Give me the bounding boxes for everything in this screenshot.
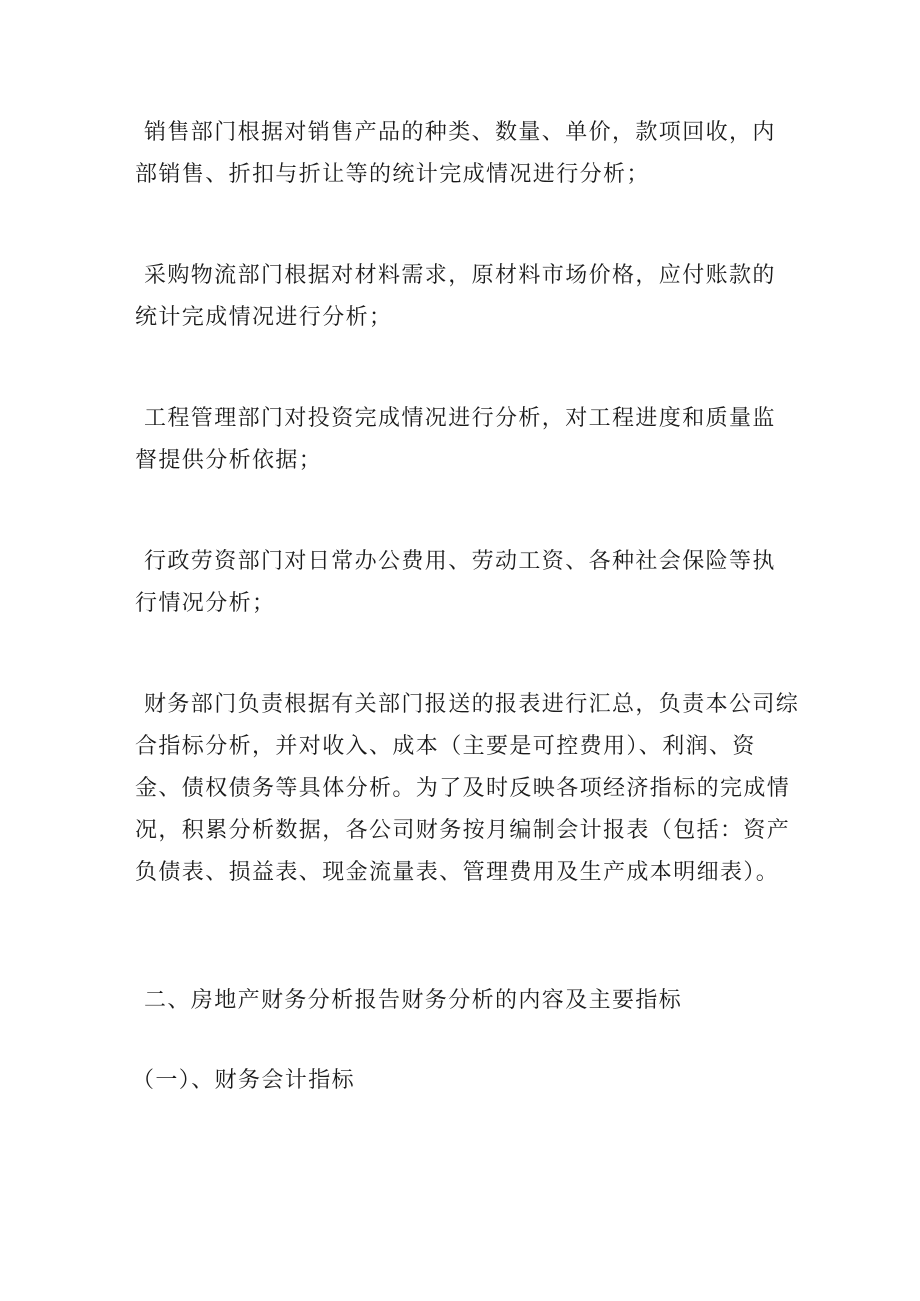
subsection-heading: （一）、财务会计指标: [132, 1068, 356, 1093]
paragraph-administration: 行政劳资部门对日常办公费用、劳动工资、各种社会保险等执行情况分析；: [135, 549, 776, 616]
paragraph-sales: 销售部门根据对销售产品的种类、数量、单价，款项回收，内部销售、折扣与折让等的统计完成情况进行分析；: [135, 120, 776, 187]
paragraph-procurement: 采购物流部门根据对材料需求，原材料市场价格，应付账款的统计完成情况进行分析；: [135, 263, 776, 330]
section-heading: 二、房地产财务分析报告财务分析的内容及主要指标: [144, 988, 683, 1013]
paragraph-engineering: 工程管理部门对投资完成情况进行分析，对工程进度和质量监督提供分析依据；: [135, 406, 776, 473]
paragraph-finance: 财务部门负责根据有关部门报送的报表进行汇总，负责本公司综合指标分析，并对收入、成本（主要是可控费用）、利润、资金、债权债务等具体分析。为了及时反映各项经济指标的完成情况，积累分析数据，各公司财务按月编制会计报表（包括：资产负债表、损益表、现金流量表、管理费用及生产成本明细表）。: [135, 692, 800, 885]
